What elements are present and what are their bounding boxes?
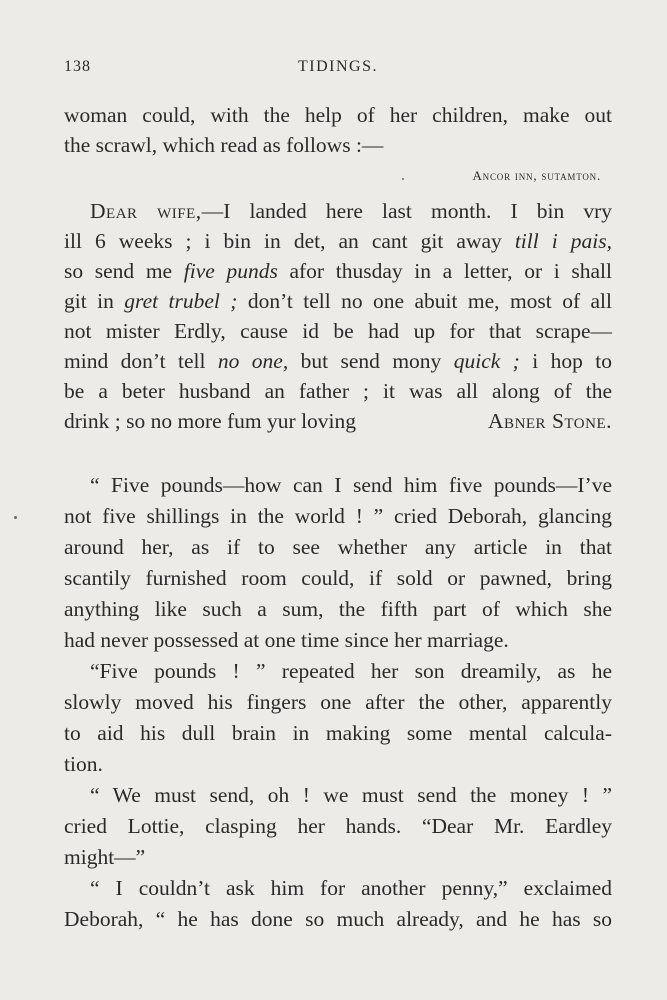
- text-line: “Five pounds ! ” repeated her son dreamily, as he: [90, 659, 612, 683]
- letter-line: be a beter husband an father ; it was all along of the: [64, 379, 612, 403]
- print-speck: [402, 178, 404, 180]
- text-line: “ Five pounds—how can I send him five pounds—I’ve: [90, 473, 612, 497]
- text-line: might—”: [64, 845, 146, 869]
- text-line: had never possessed at one time since her marriage.: [64, 628, 509, 652]
- text-line: around her, as if to see whether any article in that: [64, 535, 612, 559]
- letter-line: ill 6 weeks ; i bin in det, an cant git away till i pais,: [64, 229, 612, 253]
- letter-line: Dear wife,—I landed here last month. I bin vry: [90, 199, 612, 223]
- text-line: cried Lottie, clasping her hands. “Dear Mr. Eardley: [64, 814, 612, 838]
- letter-line: not mister Erdly, cause id be had up for that scrape—: [64, 319, 612, 343]
- letter-salutation: Dear wife,: [90, 199, 202, 223]
- print-speck: [14, 516, 17, 519]
- text-line: the scrawl, which read as follows :—: [64, 133, 384, 157]
- letter-address: Ancor inn, sutamton.: [472, 168, 601, 183]
- running-title: TIDINGS.: [298, 58, 378, 75]
- text-line: tion.: [64, 752, 103, 776]
- text-line: Deborah, “ he has done so much already, and he has so: [64, 907, 612, 931]
- letter-line: git in gret trubel ; don’t tell no one abuit me, most of all: [64, 289, 613, 313]
- text-line: slowly moved his fingers one after the other, apparently: [64, 690, 612, 714]
- page-header: [64, 58, 612, 82]
- text-line: “ We must send, oh ! we must send the money ! ”: [90, 783, 612, 807]
- letter-line: drink ; so no more fum yur loving Abner Stone.: [64, 406, 612, 436]
- letter-signature: Abner Stone.: [488, 409, 612, 433]
- page-number: 138: [64, 58, 91, 75]
- text-line: anything like such a sum, the fifth part of which she: [64, 597, 612, 621]
- text-line: woman could, with the help of her children, make out: [64, 103, 612, 127]
- text-line: scantily furnished room could, if sold or pawned, bring: [64, 566, 612, 590]
- text-line: “ I couldn’t ask him for another penny,” exclaimed: [90, 876, 612, 900]
- text-line: not five shillings in the world ! ” cried Deborah, glancing: [64, 504, 612, 528]
- letter-line: so send me five punds afor thusday in a letter, or i shall: [64, 259, 612, 283]
- text-line: to aid his dull brain in making some mental calcula-: [64, 721, 612, 745]
- letter-line: mind don’t tell no one, but send mony quick ; i hop to: [64, 349, 613, 373]
